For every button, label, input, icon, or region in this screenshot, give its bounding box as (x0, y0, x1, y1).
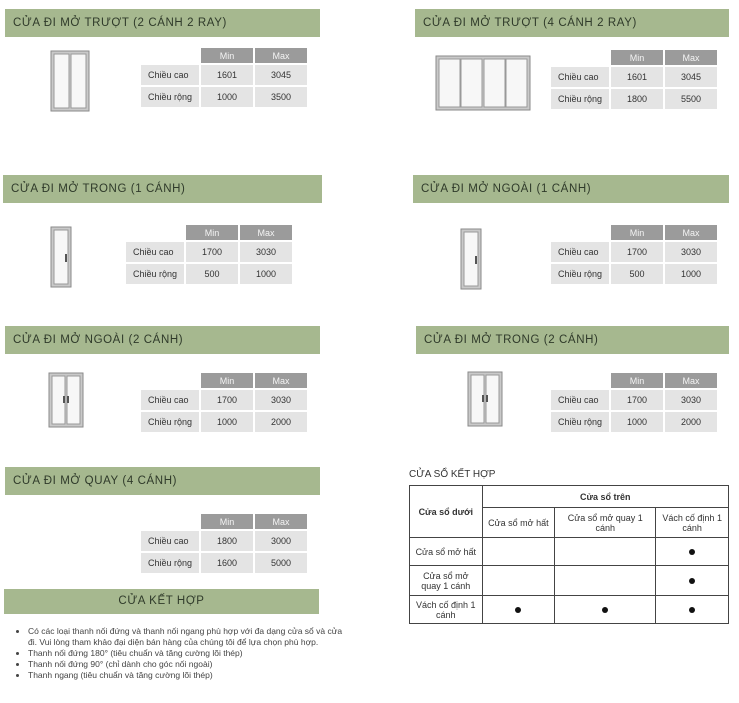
inward-single-door-icon (50, 226, 72, 288)
sliding-4-panel-door-icon (435, 55, 531, 111)
dimension-table-sliding-2: Min Max Chiều cao 1601 3045 Chiều rộng 1000 3500 (139, 46, 309, 109)
sliding-2-panel-door-icon (50, 50, 90, 112)
dimension-table-swing-4: Min Max Chiều cao 1800 3000 Chiều rộng 1600 5000 (139, 512, 309, 575)
bottom-window-header: Cửa sổ dưới (410, 486, 483, 538)
inward-double-door-icon (467, 371, 503, 427)
compatible-dot (689, 549, 695, 555)
outward-double-door-icon (48, 372, 84, 428)
note-item: • Thanh nối đứng 180° (tiêu chuẩn và tăng cường lõi thép) (28, 648, 343, 659)
combo-doors-notes (8, 626, 343, 681)
section-title-sliding-4: CỬA ĐI MỞ TRƯỢT (4 CÁNH 2 RAY) (415, 9, 729, 37)
section-title-inward-2: CỬA ĐI MỞ TRONG (2 CÁNH) (416, 326, 729, 354)
section-title-outward-1: CỬA ĐI MỞ NGOÀI (1 CÁNH) (413, 175, 729, 203)
dimension-table-sliding-4: Min Max Chiều cao 1601 3045 Chiều rộng 1800 5500 (549, 48, 719, 111)
compatible-dot (689, 578, 695, 584)
dimension-table-inward-2: Min Max Chiều cao 1700 3030 Chiều rộng 1000 2000 (549, 371, 719, 434)
section-title-inward-1: CỬA ĐI MỞ TRONG (1 CÁNH) (3, 175, 322, 203)
compatible-dot (602, 607, 608, 613)
dimension-table-outward-2: Min Max Chiều cao 1700 3030 Chiều rộng 1000 2000 (139, 371, 309, 434)
combo-windows-title: CỬA SỔ KẾT HỢP (409, 469, 496, 480)
dimension-table-inward-1: Min Max Chiều cao 1700 3030 Chiều rộng 500 1000 (124, 223, 294, 286)
section-title-sliding-2: CỬA ĐI MỞ TRƯỢT (2 CÁNH 2 RAY) (5, 9, 320, 37)
outward-single-door-icon (460, 228, 482, 290)
compatible-dot (515, 607, 521, 613)
compatible-dot (689, 607, 695, 613)
combo-doors-title: CỬA KẾT HỢP (4, 589, 319, 614)
note-item: • Thanh ngang (tiêu chuẩn và tăng cường lõi thép) (28, 670, 343, 681)
dimension-table-outward-1: Min Max Chiều cao 1700 3030 Chiều rộng 500 1000 (549, 223, 719, 286)
section-title-outward-2: CỬA ĐI MỞ NGOÀI (2 CÁNH) (5, 326, 320, 354)
note-item: • Có các loại thanh nối đứng và thanh nối ngang phù hợp với đa dạng cửa sổ và cửa đi. Vui lòng tham khảo đại diện bán hàng của chúng tôi để lựa chọn phù hợp. (28, 626, 343, 648)
top-window-header: Cửa sổ trên (482, 486, 728, 508)
note-item: • Thanh nối đứng 90° (chỉ dành cho góc nối ngoài) (28, 659, 343, 670)
combo-windows-table: Cửa sổ dưới Cửa sổ trên Cửa sổ mở hất Cửa sổ mở quay 1 cánh Vách cố định 1 cánh Cửa sổ mở hất Cửa sổ mở quay 1 cánh Vách cố định 1 cánh (409, 485, 729, 624)
section-title-swing-4: CỬA ĐI MỞ QUAY (4 CÁNH) (5, 467, 320, 495)
